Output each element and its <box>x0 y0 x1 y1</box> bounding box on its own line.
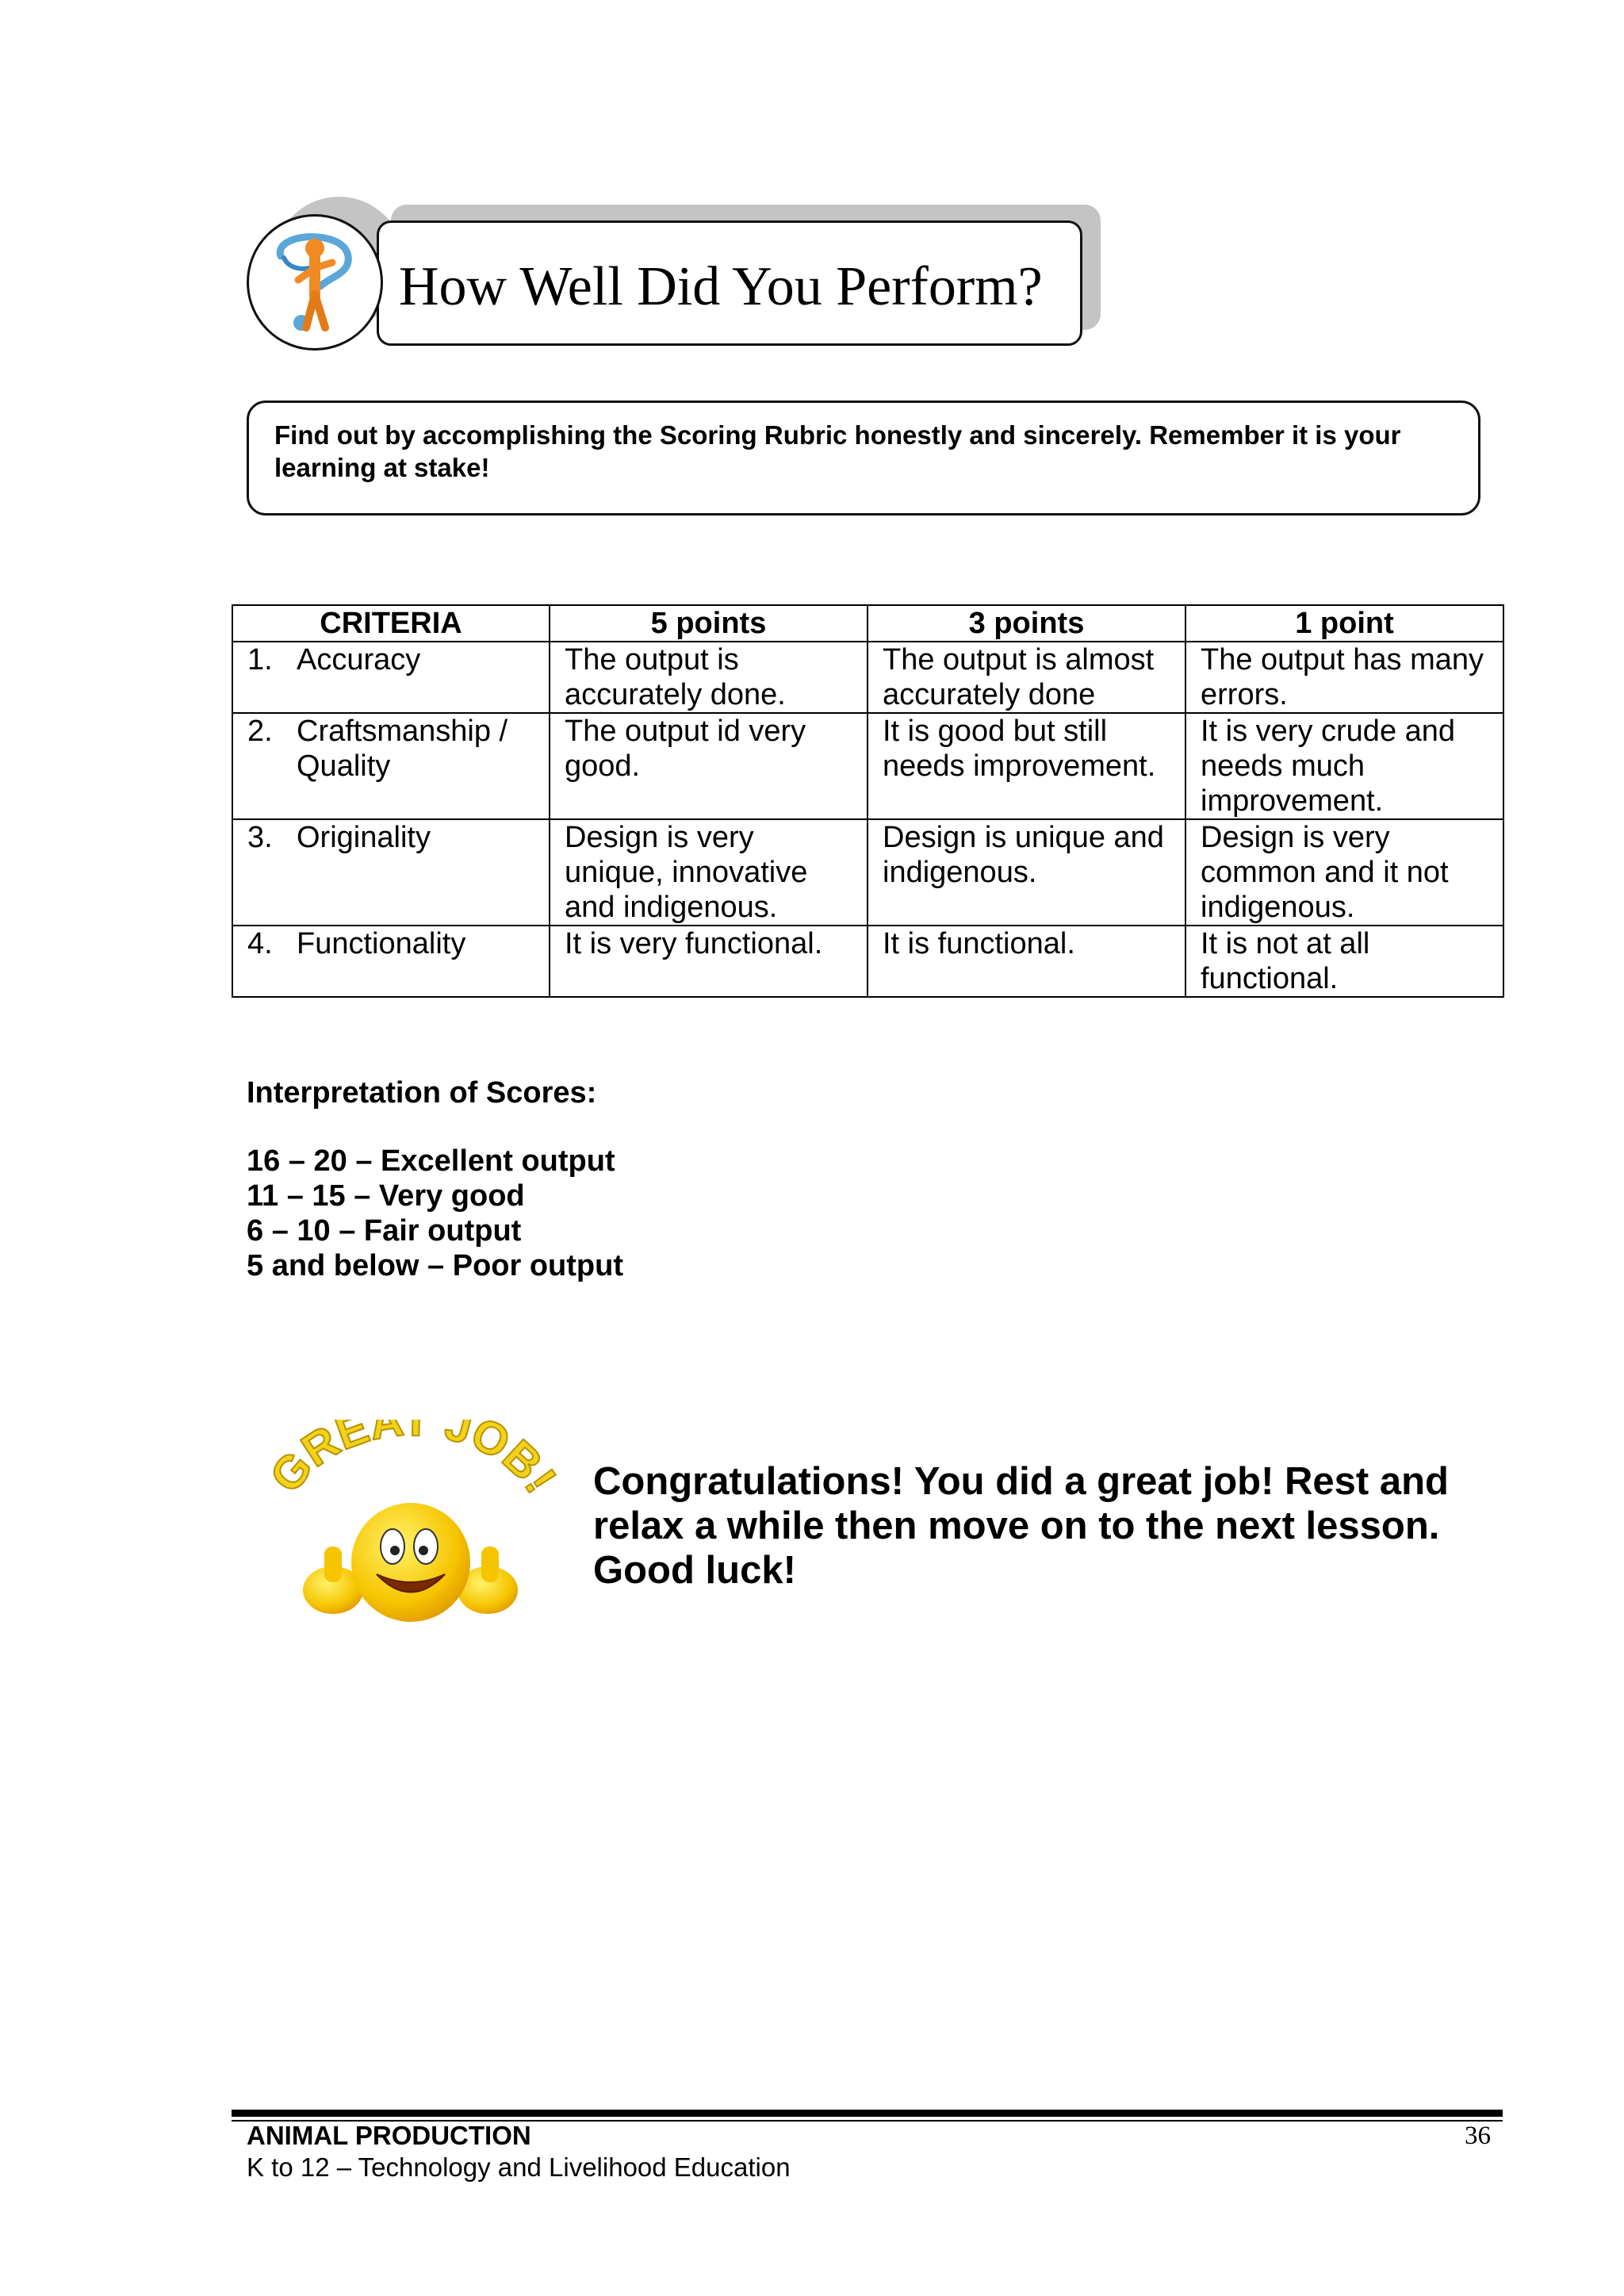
cell-1-point: Design is very common and it not indigenous. <box>1185 819 1503 926</box>
cell-1-point: It is very crude and needs much improvement. <box>1185 713 1503 819</box>
cell-1-point: It is not at all functional. <box>1185 926 1503 997</box>
interpretation-title: Interpretation of Scores: <box>247 1076 597 1110</box>
criterion-name: Originality <box>297 821 431 854</box>
table-row <box>232 819 1503 926</box>
table-header-row <box>232 605 1503 642</box>
scoring-rubric-table <box>232 604 1504 998</box>
cell-5-points: It is very functional. <box>550 926 868 997</box>
cell-3-points: It is functional. <box>868 926 1185 997</box>
cell-1-point: The output has many errors. <box>1185 642 1503 713</box>
cell-5-points: The output id very good. <box>550 713 868 819</box>
question-mark-figure-icon <box>247 214 383 351</box>
table-row <box>232 926 1503 997</box>
header-criteria: CRITERIA <box>232 605 550 642</box>
header-3-points: 3 points <box>868 605 1185 642</box>
instruction-text: Find out by accomplishing the Scoring Rubric honestly and sincerely. Remember it is your learning at stake! <box>274 420 1401 482</box>
page-number: 36 <box>1465 2122 1491 2150</box>
congratulations-message: Congratulations! You did a great job! Rest and relax a while then move on to the next lesson. Good luck! <box>593 1460 1449 1592</box>
criterion-cell <box>232 713 550 819</box>
cell-3-points: It is good but still needs improvement. <box>868 713 1185 819</box>
great-job-text <box>260 1420 566 1502</box>
footer-rule <box>232 2110 1503 2117</box>
criterion-cell <box>232 819 550 926</box>
footer-subtitle: K to 12 – Technology and Livelihood Education <box>247 2152 791 2182</box>
cell-3-points: The output is almost accurately done <box>868 642 1185 713</box>
cell-3-points: Design is unique and indigenous. <box>868 819 1185 926</box>
list-item: 6 – 10 – Fair output <box>247 1214 522 1248</box>
instruction-box <box>247 401 1480 516</box>
row-number: 4. <box>247 927 273 960</box>
interpretation-list <box>247 1144 623 1283</box>
row-number: 3. <box>247 821 273 854</box>
header-1-point: 1 point <box>1185 605 1503 642</box>
criterion-name: Functionality <box>297 927 466 960</box>
page-title: How Well Did You Perform? <box>399 256 1043 317</box>
criterion-name: Craftsmanship / Quality <box>297 715 508 783</box>
great-job-smiley-icon <box>258 1420 567 1638</box>
cell-5-points: Design is very unique, innovative and indigenous. <box>550 819 868 926</box>
row-number: 2. <box>247 715 273 748</box>
table-row <box>232 642 1503 713</box>
row-number: 1. <box>247 643 273 677</box>
criterion-cell <box>232 642 550 713</box>
criterion-name: Accuracy <box>297 643 421 677</box>
great-job-arc-text: GREAT JOB! <box>259 1420 566 1503</box>
header-5-points: 5 points <box>550 605 868 642</box>
criterion-cell <box>232 926 550 997</box>
list-item: 5 and below – Poor output <box>247 1249 623 1282</box>
list-item: 11 – 15 – Very good <box>247 1179 525 1213</box>
list-item: 16 – 20 – Excellent output <box>247 1144 615 1178</box>
cell-5-points: The output is accurately done. <box>550 642 868 713</box>
table-row <box>232 713 1503 819</box>
footer-title: ANIMAL PRODUCTION <box>247 2121 531 2150</box>
